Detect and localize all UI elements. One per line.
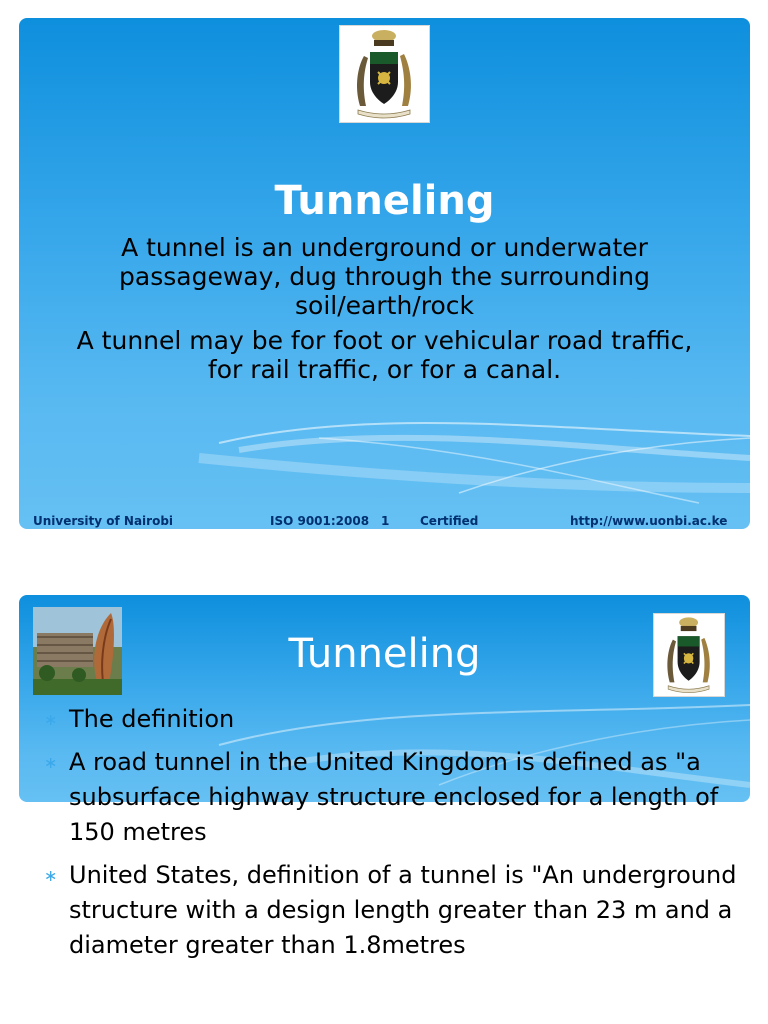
footer-url[interactable]: http://www.uonbi.ac.ke (570, 514, 728, 528)
footer-page-number: 1 (381, 514, 390, 528)
university-crest-icon (339, 25, 430, 123)
bullet-item (40, 858, 740, 963)
footer-university: University of Nairobi (33, 514, 174, 528)
footer-iso: ISO 9001:2008 (270, 514, 370, 528)
slide-title: Tunneling (274, 178, 495, 224)
definition-paragraph: A tunnel is an underground or underwater passageway, dug through the surrounding soil/earth/rock (119, 233, 650, 320)
bullet-item (40, 702, 740, 737)
bullet-text: The definition (69, 705, 235, 733)
footer-certified: Certified (420, 514, 479, 528)
bullet-text: A road tunnel in the United Kingdom is defined as "a subsurface highway structure enclosed for a length of 150 metres (69, 748, 719, 846)
definition-bullet-list (40, 702, 740, 971)
bullet-text: United States, definition of a tunnel is "An underground structure with a design length greater than 23 m and a diameter greater than 1.8metres (69, 861, 737, 959)
bullet-marker-icon: ∗ (44, 753, 58, 772)
bullet-marker-icon: ∗ (44, 710, 58, 729)
bullet-item (40, 745, 740, 850)
slide-title: Tunneling (288, 631, 481, 677)
bullet-marker-icon: ∗ (44, 866, 58, 885)
slide-1 (19, 18, 750, 529)
usage-paragraph: A tunnel may be for foot or vehicular road traffic, for rail traffic, or for a canal. (76, 326, 693, 384)
